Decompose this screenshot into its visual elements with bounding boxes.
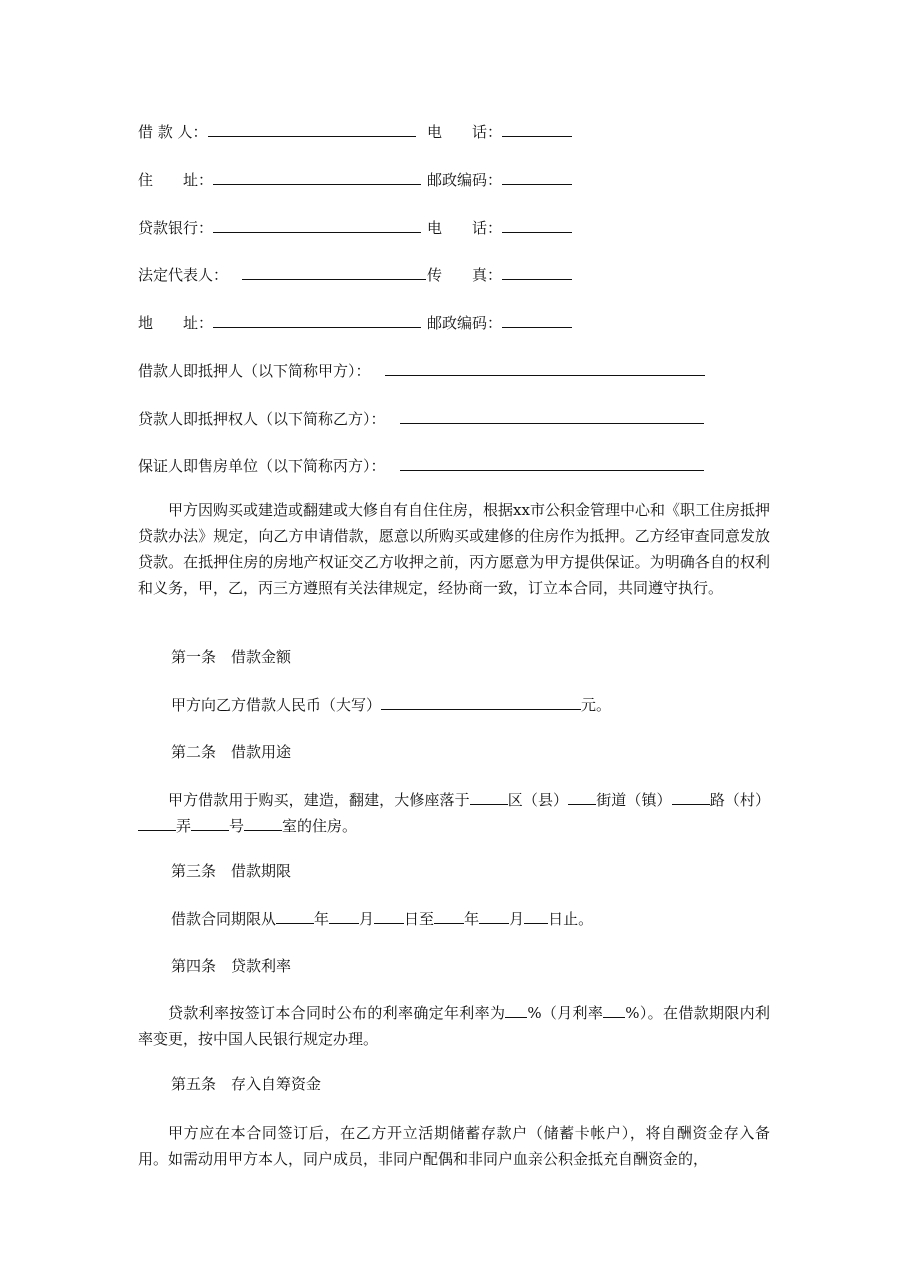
article-2-t2: 区（县） (507, 791, 569, 809)
article-3-t1: 借款合同期限从 (171, 910, 277, 928)
article-3-t2: 年 (314, 910, 330, 928)
bank-postcode-row (427, 312, 572, 333)
party-c-row (138, 455, 704, 476)
bank-phone-label: 电 话： (427, 219, 503, 237)
party-a-label: 借款人即抵押人（以下简称甲方）： (138, 362, 371, 380)
annual-rate-blank[interactable] (505, 1002, 527, 1018)
lender-bank-row (138, 217, 421, 238)
start-year-blank[interactable] (276, 908, 314, 924)
postcode-row (427, 169, 572, 190)
lender-bank-label: 贷款银行： (138, 219, 214, 237)
article-4-body (138, 1000, 770, 1052)
end-day-blank[interactable] (524, 908, 548, 924)
fax-label: 传 真： (427, 266, 503, 284)
road-blank[interactable] (672, 789, 710, 805)
monthly-rate-blank[interactable] (603, 1002, 625, 1018)
fax-row (427, 264, 572, 285)
address-blank[interactable] (213, 169, 421, 185)
loan-amount-blank[interactable] (381, 694, 581, 710)
article-2-body (138, 787, 770, 839)
number-blank[interactable] (191, 815, 229, 831)
start-month-blank[interactable] (329, 908, 359, 924)
borrower-phone-row (427, 121, 572, 142)
address-label: 住 址： (138, 171, 214, 189)
article-1-title: 第一条 借款金额 (171, 648, 292, 666)
bank-address-blank[interactable] (213, 312, 421, 328)
article-2-t7: 室的住房。 (282, 817, 358, 835)
borrower-label: 借 款 人： (138, 123, 208, 141)
article-4-t1: 贷款利率按签订本合同时公布的利率确定年利率为 (168, 1004, 506, 1022)
bank-phone-blank[interactable] (502, 217, 572, 233)
article-2-title: 第二条 借款用途 (171, 743, 292, 761)
article-3-t4: 日至 (404, 910, 435, 928)
borrower-blank[interactable] (208, 121, 416, 137)
party-a-blank[interactable] (385, 360, 705, 376)
bank-address-row (138, 312, 421, 333)
party-b-row (138, 408, 704, 429)
bank-postcode-label: 邮政编码： (427, 314, 503, 332)
article-3-body (171, 908, 593, 929)
lender-bank-blank[interactable] (213, 217, 421, 233)
article-4-title: 第四条 贷款利率 (171, 957, 292, 975)
party-b-label: 贷款人即抵押权人（以下简称乙方）： (138, 410, 386, 428)
legal-rep-blank[interactable] (242, 264, 426, 280)
borrower-row (138, 121, 416, 142)
party-b-blank[interactable] (400, 408, 704, 424)
borrower-phone-label: 电 话： (427, 123, 503, 141)
street-blank[interactable] (568, 789, 596, 805)
article-5-title: 第五条 存入自筹资金 (171, 1075, 322, 1093)
article-4-t3: %）。在借款期限内利率变更，按中国人民银行规定办理。 (138, 1004, 770, 1048)
article-2-t4: 路（村） (709, 791, 770, 809)
end-year-blank[interactable] (434, 908, 464, 924)
fax-blank[interactable] (502, 264, 572, 280)
bank-phone-row (427, 217, 572, 238)
article-2-t5: 弄 (176, 817, 192, 835)
article-1-pre: 甲方向乙方借款人民币（大写） (171, 696, 382, 714)
article-2-t3: 街道（镇） (596, 791, 672, 809)
article-1-post: 元。 (581, 696, 612, 714)
intro-paragraph (138, 497, 770, 601)
postcode-label: 邮政编码： (427, 171, 503, 189)
party-c-blank[interactable] (400, 455, 704, 471)
start-day-blank[interactable] (374, 908, 404, 924)
postcode-blank[interactable] (502, 169, 572, 185)
legal-rep-label: 法定代表人： (138, 266, 229, 284)
lane-blank[interactable] (138, 815, 176, 831)
article-3-t6: 月 (509, 910, 525, 928)
article-2-t1: 甲方借款用于购买，建造，翻建，大修座落于 (168, 791, 470, 809)
bank-postcode-blank[interactable] (502, 312, 572, 328)
article-2-t6: 号 (229, 817, 245, 835)
address-row (138, 169, 421, 190)
article-3-t3: 月 (359, 910, 375, 928)
room-blank[interactable] (244, 815, 282, 831)
article-1-body (171, 694, 611, 715)
article-5-body (138, 1120, 770, 1172)
legal-rep-row (138, 264, 426, 285)
article-4-t2: %（月利率 (527, 1004, 604, 1022)
end-month-blank[interactable] (479, 908, 509, 924)
article-3-title: 第三条 借款期限 (171, 862, 292, 880)
district-blank[interactable] (470, 789, 508, 805)
intro-text: 甲方因购买或建造或翻建或大修自有自住住房，根据xx市公积金管理中心和《职工住房抵押贷款办法》规定，向乙方申请借款，愿意以所购买或建修的住房作为抵押。乙方经审查同意发放贷款。在抵押住房的房地产权证交乙方收押之前，丙方愿意为甲方提供保证。为明确各自的权利和义务，甲，乙，丙三方遵照有关法律规定，经协商一致，订立本合同，共同遵守执行。 (138, 501, 770, 597)
article-3-t7: 日止。 (548, 910, 594, 928)
bank-address-label: 地 址： (138, 314, 214, 332)
article-5-text: 甲方应在本合同签订后，在乙方开立活期储蓄存款户（储蓄卡帐户），将自酬资金存入备用。如需动用甲方本人，同户成员，非同户配偶和非同户血亲公积金抵充自酬资金的， (138, 1124, 770, 1168)
party-c-label: 保证人即售房单位（以下简称丙方）： (138, 457, 386, 475)
party-a-row (138, 360, 705, 381)
borrower-phone-blank[interactable] (502, 121, 572, 137)
article-3-t5: 年 (464, 910, 480, 928)
